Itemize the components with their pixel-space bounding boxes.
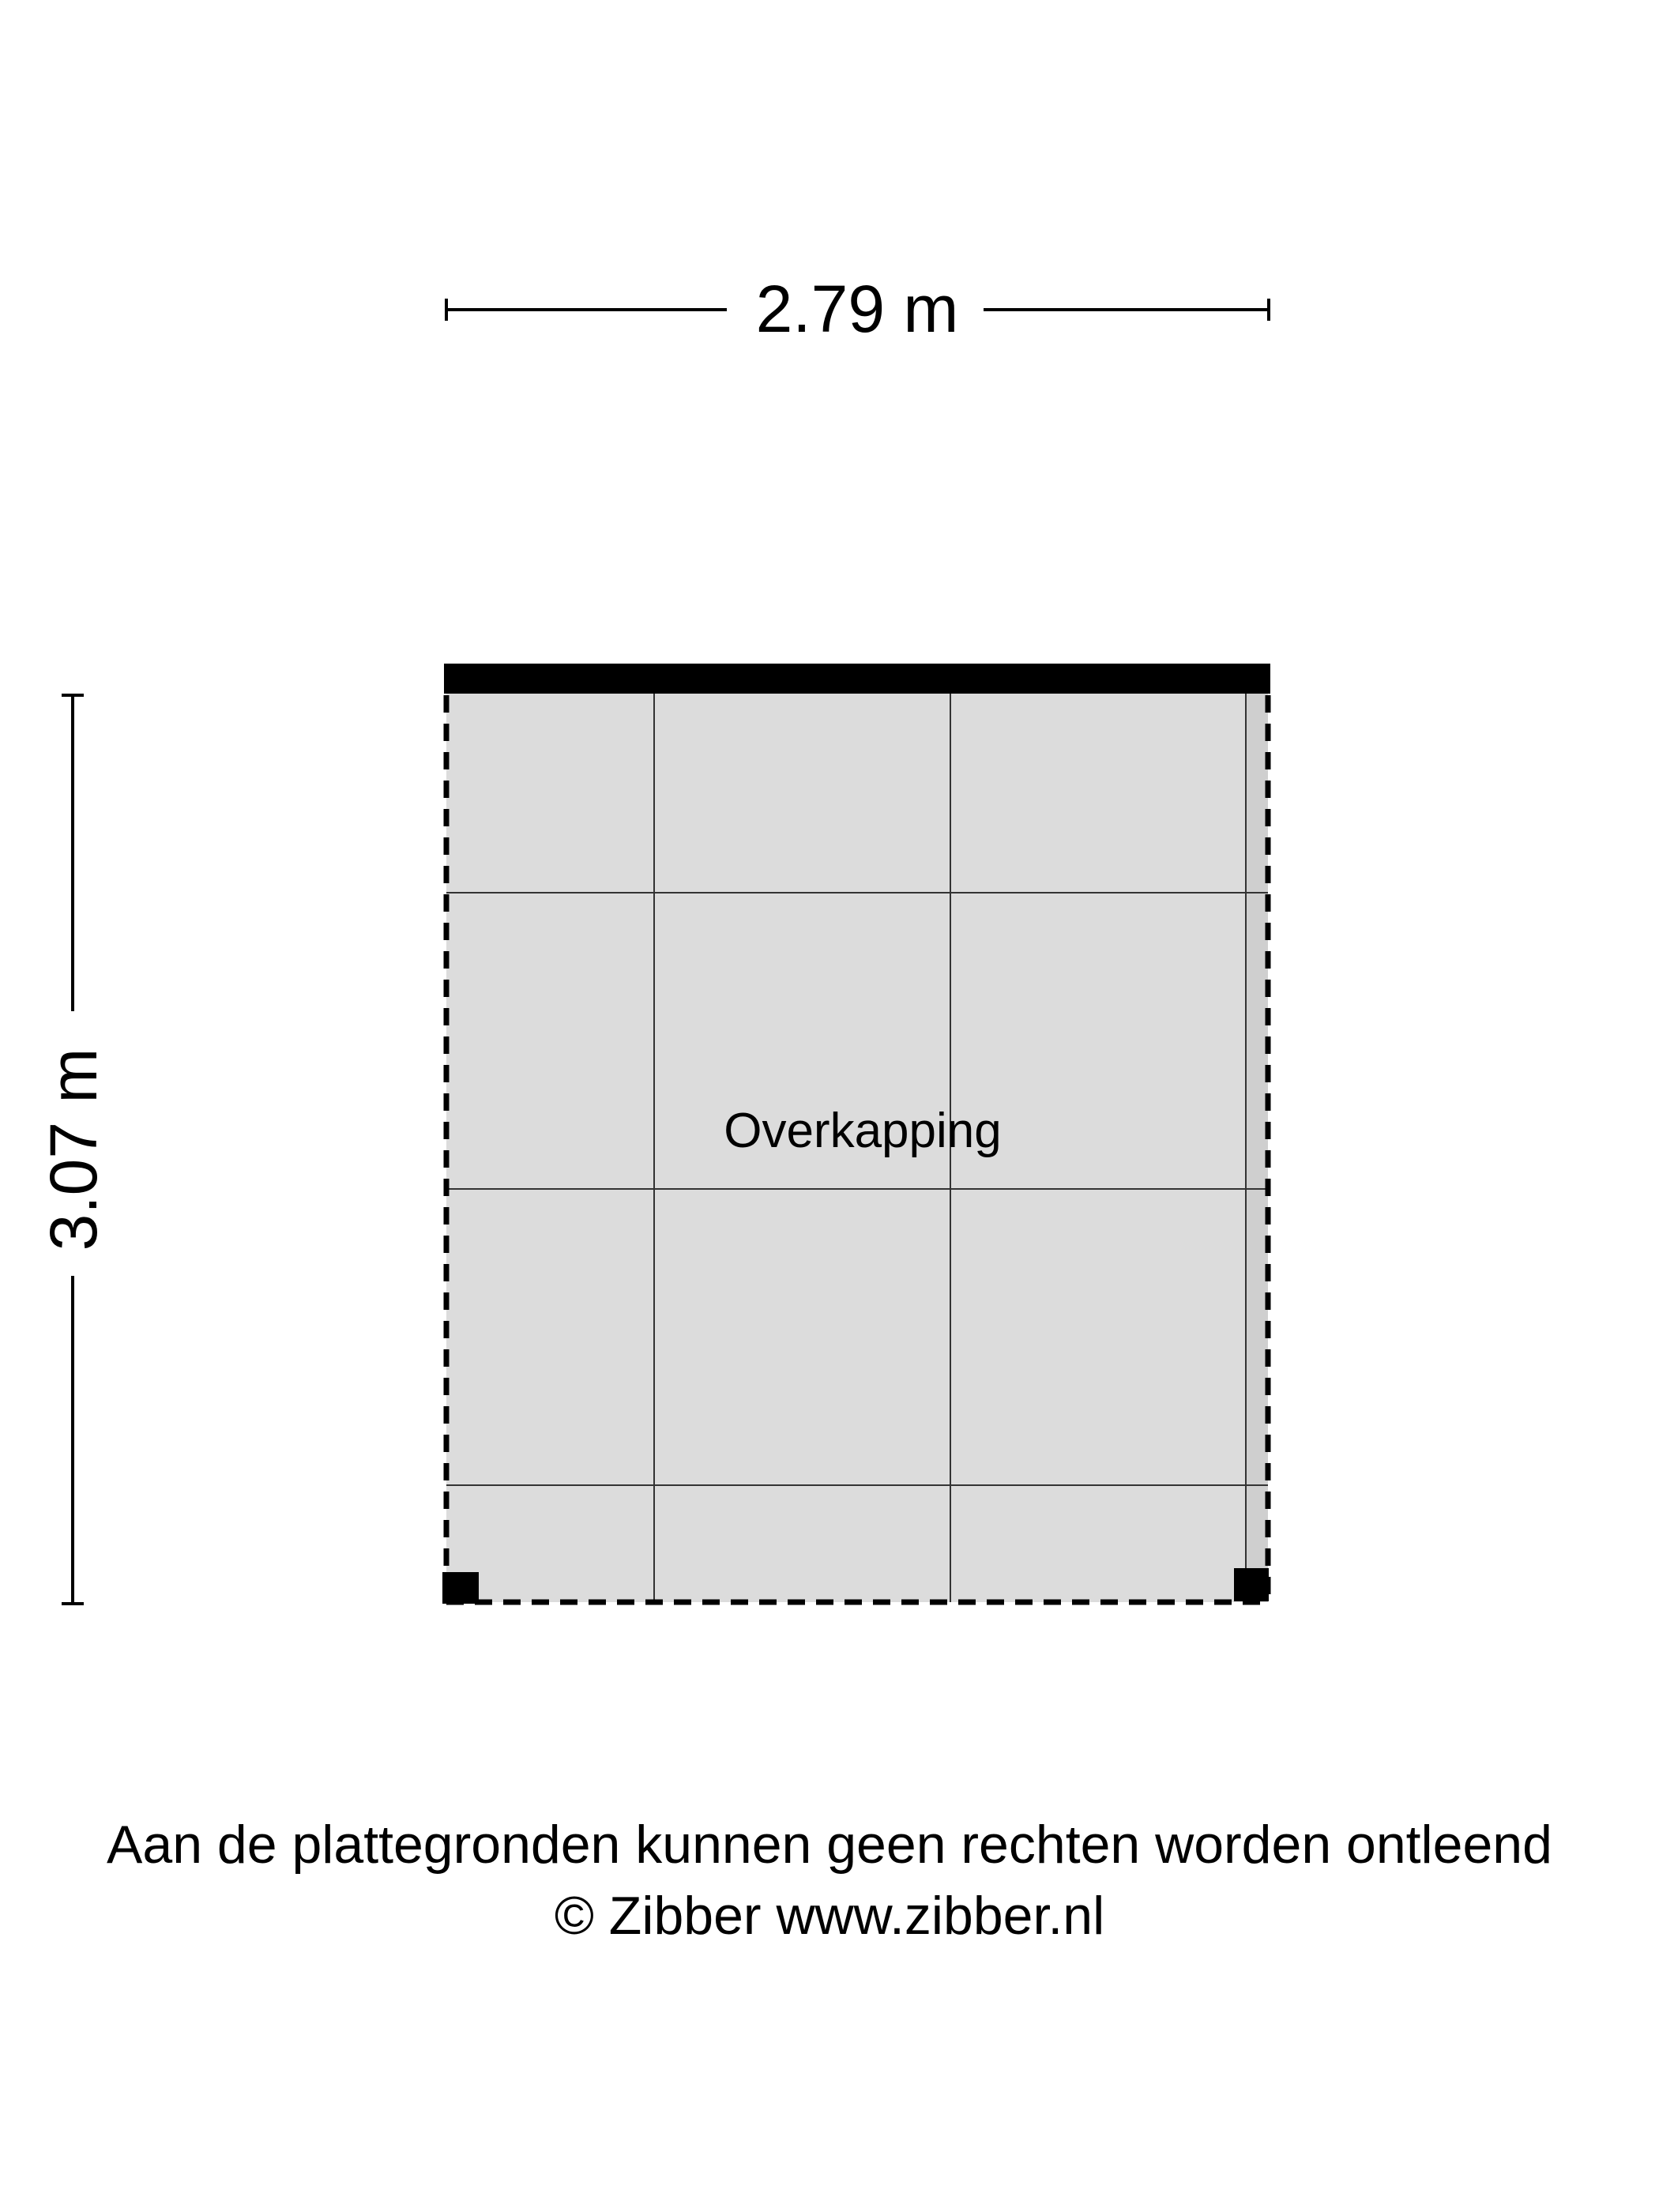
copyright-text: © Zibber www.zibber.nl <box>554 1886 1105 1946</box>
wall-top <box>444 664 1270 694</box>
room-floor-edge-strip <box>1246 694 1268 1602</box>
width-dimension-label: 2.79 m <box>755 272 959 346</box>
post-bottom-left <box>442 1572 479 1604</box>
height-dimension-label: 3.07 m <box>36 1048 111 1251</box>
height-dimension <box>36 695 111 1604</box>
room-overkapping <box>442 664 1270 1604</box>
width-dimension <box>446 272 1269 346</box>
footer <box>0 1809 1659 1951</box>
post-bottom-right <box>1234 1568 1269 1601</box>
room-label: Overkapping <box>724 1104 1002 1158</box>
disclaimer-text: Aan de plattegronden kunnen geen rechten worden ontleend <box>107 1815 1552 1875</box>
